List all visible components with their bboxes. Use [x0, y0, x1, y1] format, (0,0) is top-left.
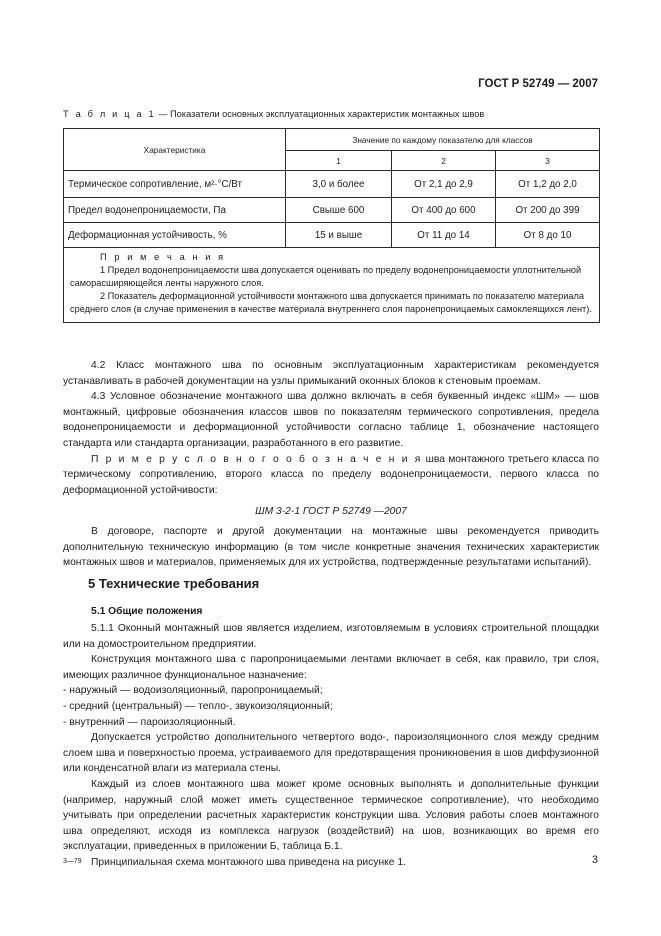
section-5-text	[63, 621, 599, 871]
table-caption-text: — Показатели основных эксплуатационных характеристик монтажных швов	[158, 109, 485, 119]
characteristics-table	[63, 128, 600, 323]
paragraph-5-1-1: 5.1.1 Оконный монтажный шов является изделием, изготовляемым в условиях строительной площадки или на домостроительном предприятии.	[63, 623, 599, 650]
cell-value: От 11 до 14	[392, 223, 496, 248]
table-row	[64, 198, 600, 223]
paragraph-4-3: 4.3 Условное обозначение монтажного шва должно включать в себя буквенный индекс «ШМ» — шов монтажный, цифровые обозначения классов швов по показателям термического сопротивления, предела водонепроницаемости и деформационной устойчивости согласно таблице 1, обозначение настоящего стандарта или стандарта организации, разработанного в его развитие.	[63, 391, 599, 449]
paragraph-construct: Конструкция монтажного шва с паропроницаемыми лентами включает в себя, как правило, три слоя, имеющих различное функциональное назначение:	[63, 654, 599, 681]
row-name: Деформационная устойчивость, %	[64, 223, 286, 248]
list-item: - наружный — водоизоляционный, паропроницаемый;	[63, 685, 323, 697]
example-label: П р и м е р у с л о в н о г о о б о з н а ч е н и я	[91, 453, 423, 465]
paragraph-scheme: Принципиальная схема монтажного шва приведена на рисунке 1.	[91, 856, 406, 868]
standard-header: ГОСТ Р 52749 — 2007	[478, 78, 598, 90]
subsection-5-1-title: 5.1 Общие положения	[91, 606, 203, 617]
designation-formula: ШМ 3-2-1 ГОСТ Р 52749 —2007	[255, 506, 407, 518]
cell-value: 3,0 и более	[286, 171, 392, 198]
cell-value: От 2,1 до 2,9	[392, 171, 496, 198]
notes-heading: П р и м е ч а н и я	[100, 252, 226, 262]
table-row	[64, 171, 600, 198]
cell-value: От 200 до 399	[496, 198, 600, 223]
table-notes	[64, 248, 600, 323]
list-item: - внутренний — пароизоляционный.	[63, 716, 236, 728]
footer-code: 3—79	[63, 858, 82, 865]
table-caption-label: Т а б л и ц а 1	[63, 109, 156, 119]
paragraph-allowed: Допускается устройство дополнительного четвертого водо-, пароизоляционного слоя между средним слоем шва и поверхностью проема, устраиваемого для предотвращения проникновения в шов диффузионной или конденсатной влаги из материала стены.	[63, 732, 599, 775]
row-name: Термическое сопротивление, м²·°С/Вт	[64, 171, 286, 198]
cell-value: От 8 до 10	[496, 223, 600, 248]
page-number: 3	[591, 854, 598, 866]
note-2: 2 Показатель деформационной устойчивости монтажного шва допускается принимать по показателю материала среднего слоя (в случае применения в качестве материала внутреннего слоя паронепроницаемых самоклеящихся лент).	[70, 291, 592, 314]
cell-value: От 400 до 600	[392, 198, 496, 223]
cell-value: От 1,2 до 2,0	[496, 171, 600, 198]
section-5-title: 5 Технические требования	[88, 576, 260, 591]
table-notes-row	[64, 248, 600, 323]
table-caption	[63, 109, 484, 119]
col-header-class-1: 1	[286, 151, 392, 171]
example-paragraph	[63, 452, 599, 499]
note-1: 1 Предел водонепроницаемости шва допускается оценивать по пределу водонепроницаемости уплотнительной саморасширяющейся ленты наружного слоя.	[70, 265, 582, 288]
paragraph-4-2: 4.2 Класс монтажного шва по основным эксплуатационным характеристикам рекомендуется устанавливать в рабочей документации на узлы примыканий оконных блоков к стеновым проемам.	[63, 360, 599, 387]
col-header-class-3: 3	[496, 151, 600, 171]
col-header-characteristic: Характеристика	[64, 129, 286, 171]
list-item: - средний (центральный) — тепло-, звукоизоляционный;	[63, 700, 333, 712]
col-header-value-group: Значение по каждому показателю для классов	[286, 129, 600, 151]
row-name: Предел водонепроницаемости, Па	[64, 198, 286, 223]
section-4-text	[63, 358, 599, 571]
cell-value: Свыше 600	[286, 198, 392, 223]
cell-value: 15 и выше	[286, 223, 392, 248]
col-header-class-2: 2	[392, 151, 496, 171]
paragraph-each-layer: Каждый из слоев монтажного шва может кроме основных выполнять и дополнительные функции (например, наружный слой может иметь существенное термическое сопротивление), что необходимо учитывать при определении расчетных характеристик конструкции шва. Условия работы слоев монтажного шва определяют, исходя из комплекса нагрузок (воздействий) на шов, возникающих во время его эксплуатации, приведенных в приложении Б, таблица Б.1.	[63, 778, 599, 853]
table-row	[64, 223, 600, 248]
paragraph-contract: В договоре, паспорте и другой документации на монтажные швы рекомендуется приводить дополнительную техническую информацию (в том числе конкретные значения технических характеристик монтажных швов и материалов, применяемых для их устройства, подтвержденные результатами испытаний).	[63, 525, 599, 569]
example-text: шва монтажного третьего класса по термическому сопротивлению, второго класса по пределу водонепроницаемости, первого класса по деформационной устойчивости:	[63, 453, 599, 496]
